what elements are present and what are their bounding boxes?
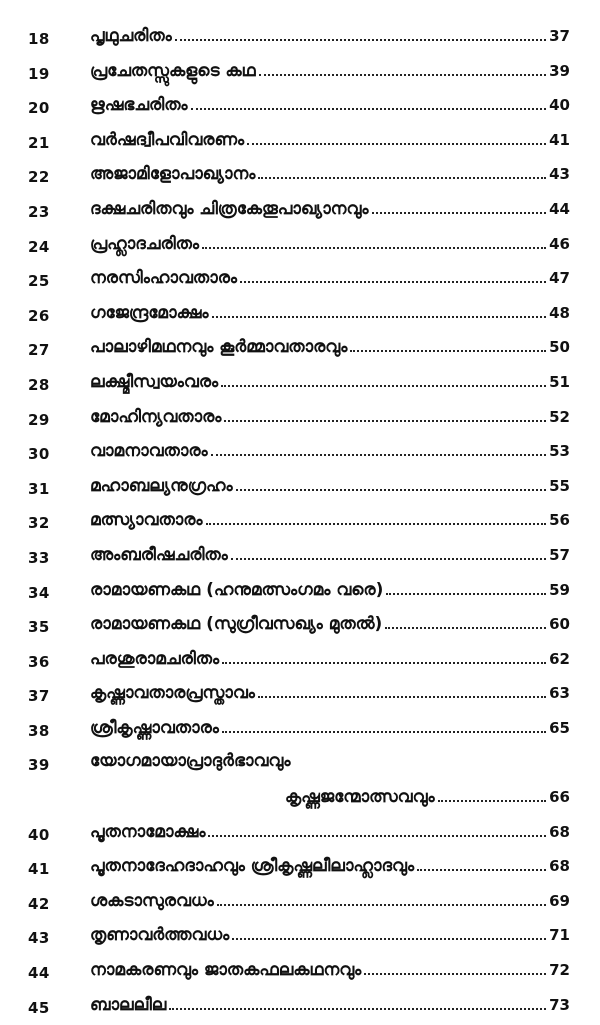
entry-line bbox=[90, 198, 570, 219]
toc-entry-44 bbox=[0, 956, 600, 991]
dot-leader bbox=[438, 786, 547, 802]
table-of-contents bbox=[0, 22, 600, 1025]
toc-entry-38 bbox=[0, 714, 600, 749]
chapter-title: ബാലലീല bbox=[90, 994, 167, 1015]
chapter-title: ദക്ഷചരിതവും ചിത്രകേതൂപാഖ്യാനവും bbox=[90, 198, 369, 219]
entry-line bbox=[90, 371, 570, 392]
chapter-number: 28 bbox=[28, 375, 50, 394]
page-number: 73 bbox=[549, 995, 570, 1014]
chapter-title: നരസിംഹാവതാരം bbox=[90, 268, 238, 289]
page-number: 68 bbox=[549, 822, 570, 841]
entry-line bbox=[90, 855, 570, 876]
chapter-number: 27 bbox=[28, 341, 50, 360]
entry-line bbox=[285, 786, 570, 807]
chapter-title: മോഹിന്യവതാരം bbox=[90, 406, 222, 427]
dot-leader bbox=[386, 579, 546, 595]
dot-leader bbox=[232, 924, 546, 940]
toc-entry-37 bbox=[0, 679, 600, 714]
dot-leader bbox=[222, 648, 546, 664]
toc-entry-27 bbox=[0, 333, 600, 368]
page-number: 53 bbox=[549, 442, 570, 461]
toc-entry-33 bbox=[0, 541, 600, 576]
entry-line bbox=[90, 129, 570, 150]
chapter-number: 44 bbox=[28, 964, 50, 983]
toc-entry-35 bbox=[0, 610, 600, 645]
toc-entry-20 bbox=[0, 91, 600, 126]
dot-leader bbox=[208, 821, 546, 837]
dot-leader bbox=[191, 94, 547, 110]
entry-line bbox=[90, 821, 570, 842]
toc-entry-39 bbox=[0, 748, 600, 783]
chapter-title: ശ്രീകൃഷ്ണാവതാരം bbox=[90, 717, 219, 738]
entry-line bbox=[90, 544, 570, 565]
entry-line bbox=[90, 233, 570, 254]
toc-entry-28 bbox=[0, 368, 600, 403]
dot-leader bbox=[169, 994, 546, 1010]
toc-entry-29 bbox=[0, 403, 600, 438]
page-number: 52 bbox=[549, 407, 570, 426]
chapter-number: 45 bbox=[28, 998, 50, 1017]
page-number: 72 bbox=[549, 961, 570, 980]
chapter-number: 29 bbox=[28, 410, 50, 429]
chapter-number: 21 bbox=[28, 133, 50, 152]
dot-leader bbox=[175, 25, 546, 41]
chapter-title: നാമകരണവും ജാതകഫലകഥനവും bbox=[90, 960, 362, 981]
dot-leader bbox=[206, 509, 547, 525]
toc-entry-36 bbox=[0, 645, 600, 680]
toc-entry-22 bbox=[0, 160, 600, 195]
entry-line bbox=[90, 406, 570, 427]
entry-line bbox=[90, 60, 570, 81]
page-number: 44 bbox=[549, 199, 570, 218]
chapter-title: മത്സ്യാവതാരം bbox=[90, 510, 203, 531]
dot-leader bbox=[247, 129, 546, 145]
chapter-number: 33 bbox=[28, 548, 50, 567]
chapter-number: 26 bbox=[28, 306, 50, 325]
page-number: 57 bbox=[549, 545, 570, 564]
chapter-number: 35 bbox=[28, 618, 50, 637]
chapter-title: മഹാബല്യനുഗ്രഹം bbox=[90, 475, 233, 496]
page-number: 56 bbox=[549, 511, 570, 530]
entry-line bbox=[90, 648, 570, 669]
chapter-number: 38 bbox=[28, 721, 50, 740]
chapter-title: യോഗമായാപ്രാദുർഭാവവും bbox=[90, 751, 291, 772]
entry-line bbox=[90, 440, 570, 461]
page-number: 46 bbox=[549, 234, 570, 253]
entry-line bbox=[90, 890, 570, 911]
page-number: 69 bbox=[549, 891, 570, 910]
toc-entry-43 bbox=[0, 921, 600, 956]
chapter-title: പൂതനാദേഹദാഹവും ശ്രീകൃഷ്ണലീലാഹ്ലാദവും bbox=[90, 856, 415, 877]
page-number: 41 bbox=[549, 130, 570, 149]
chapter-number: 19 bbox=[28, 64, 50, 83]
entry-line bbox=[90, 682, 570, 703]
toc-entry-40 bbox=[0, 818, 600, 853]
dot-leader bbox=[224, 406, 546, 422]
entry-line bbox=[90, 509, 570, 530]
page-number: 39 bbox=[549, 61, 570, 80]
dot-leader bbox=[222, 717, 546, 733]
chapter-number: 25 bbox=[28, 272, 50, 291]
page-number: 62 bbox=[549, 649, 570, 668]
dot-leader bbox=[212, 302, 547, 318]
chapter-number: 22 bbox=[28, 168, 50, 187]
chapter-title: പ്രചേതസ്സുകളുടെ കഥ bbox=[90, 60, 256, 81]
toc-entry-26 bbox=[0, 299, 600, 334]
entry-line bbox=[90, 25, 570, 46]
chapter-title: വാമനാവതാരം bbox=[90, 441, 208, 462]
toc-entry-24 bbox=[0, 230, 600, 265]
chapter-number: 20 bbox=[28, 99, 50, 118]
toc-entry-21 bbox=[0, 126, 600, 161]
page-number: 37 bbox=[549, 27, 570, 45]
toc-entry-39-continued bbox=[0, 783, 600, 818]
chapter-number: 24 bbox=[28, 237, 50, 256]
page-number: 60 bbox=[549, 615, 570, 634]
dot-leader bbox=[350, 336, 546, 352]
page-number: 51 bbox=[549, 372, 570, 391]
dot-leader bbox=[258, 682, 546, 698]
page-number: 59 bbox=[549, 580, 570, 599]
entry-line bbox=[90, 475, 570, 496]
chapter-number: 23 bbox=[28, 202, 50, 221]
page-number: 48 bbox=[549, 303, 570, 322]
toc-entry-32 bbox=[0, 506, 600, 541]
chapter-number: 32 bbox=[28, 514, 50, 533]
chapter-title: കൃഷ്ണജന്മോത്സവവും bbox=[285, 787, 435, 808]
chapter-title: ഗജേന്ദ്രമോക്ഷം bbox=[90, 302, 209, 323]
chapter-title: രാമായണകഥ (സുഗ്രീവസഖ്യം മുതൽ) bbox=[90, 614, 383, 635]
chapter-title: അംബരീഷചരിതം bbox=[90, 544, 228, 565]
chapter-number: 31 bbox=[28, 479, 50, 498]
entry-line bbox=[90, 994, 570, 1015]
chapter-number: 37 bbox=[28, 687, 50, 706]
entry-line bbox=[90, 302, 570, 323]
dot-leader bbox=[240, 267, 546, 283]
dot-leader bbox=[211, 440, 547, 456]
chapter-title: വർഷദ്വീപവിവരണം bbox=[90, 129, 245, 150]
dot-leader bbox=[258, 163, 546, 179]
dot-leader bbox=[217, 890, 546, 906]
page-number: 40 bbox=[549, 96, 570, 115]
toc-entry-18 bbox=[0, 22, 600, 57]
entry-line bbox=[90, 613, 570, 634]
chapter-title: ലക്ഷ്മീസ്വയംവരം bbox=[90, 371, 219, 392]
toc-entry-41 bbox=[0, 852, 600, 887]
toc-entry-34 bbox=[0, 576, 600, 611]
dot-leader bbox=[364, 959, 546, 975]
page-number: 50 bbox=[549, 338, 570, 357]
chapter-title: പാലാഴിമഥനവും കൂർമ്മാവതാരവും bbox=[90, 337, 348, 358]
page-number: 43 bbox=[549, 165, 570, 184]
chapter-title: ഋഷഭചരിതം bbox=[90, 95, 188, 116]
dot-leader bbox=[417, 855, 546, 871]
chapter-number: 18 bbox=[28, 30, 50, 48]
toc-entry-31 bbox=[0, 472, 600, 507]
toc-entry-42 bbox=[0, 887, 600, 922]
chapter-title: ശകടാസുരവധം bbox=[90, 890, 214, 911]
chapter-title: രാമായണകഥ (ഹനുമത്സംഗമം വരെ) bbox=[90, 579, 384, 600]
dot-leader bbox=[259, 60, 547, 76]
entry-line bbox=[90, 267, 570, 288]
dot-leader bbox=[385, 613, 546, 629]
dot-leader bbox=[231, 544, 546, 560]
page-number: 47 bbox=[549, 269, 570, 288]
chapter-number: 42 bbox=[28, 894, 50, 913]
entry-line bbox=[90, 751, 570, 771]
chapter-number: 41 bbox=[28, 860, 50, 879]
entry-line bbox=[90, 579, 570, 600]
page-number: 63 bbox=[549, 684, 570, 703]
entry-line bbox=[90, 163, 570, 184]
toc-entry-19 bbox=[0, 57, 600, 92]
chapter-number: 34 bbox=[28, 583, 50, 602]
chapter-number: 43 bbox=[28, 929, 50, 948]
toc-entry-23 bbox=[0, 195, 600, 230]
chapter-number: 40 bbox=[28, 825, 50, 844]
entry-line bbox=[90, 94, 570, 115]
chapter-number: 36 bbox=[28, 652, 50, 671]
toc-entry-25 bbox=[0, 264, 600, 299]
chapter-title: പൂതനാമോക്ഷം bbox=[90, 821, 206, 842]
chapter-title: കൃഷ്ണാവതാരപ്രസ്താവം bbox=[90, 683, 255, 704]
page-number: 65 bbox=[549, 718, 570, 737]
dot-leader bbox=[202, 233, 546, 249]
page-number: 68 bbox=[549, 857, 570, 876]
chapter-title: പൃഥുചരിതം bbox=[90, 26, 172, 46]
dot-leader bbox=[221, 371, 546, 387]
entry-line bbox=[90, 717, 570, 738]
chapter-title: പരശുരാമചരിതം bbox=[90, 648, 220, 669]
page-number: 55 bbox=[549, 476, 570, 495]
entry-line bbox=[90, 336, 570, 357]
chapter-number: 30 bbox=[28, 445, 50, 464]
chapter-title: അജാമിളോപാഖ്യാനം bbox=[90, 164, 256, 185]
page-number: 66 bbox=[549, 788, 570, 807]
page-number: 71 bbox=[549, 926, 570, 945]
chapter-title: പ്രഹ്ലാദചരിതം bbox=[90, 233, 199, 254]
chapter-number: 39 bbox=[28, 756, 50, 775]
chapter-title: തൃണാവർത്തവധം bbox=[90, 925, 230, 946]
dot-leader bbox=[372, 198, 547, 214]
entry-line bbox=[90, 959, 570, 980]
toc-entry-30 bbox=[0, 437, 600, 472]
dot-leader bbox=[236, 475, 546, 491]
entry-line bbox=[90, 924, 570, 945]
